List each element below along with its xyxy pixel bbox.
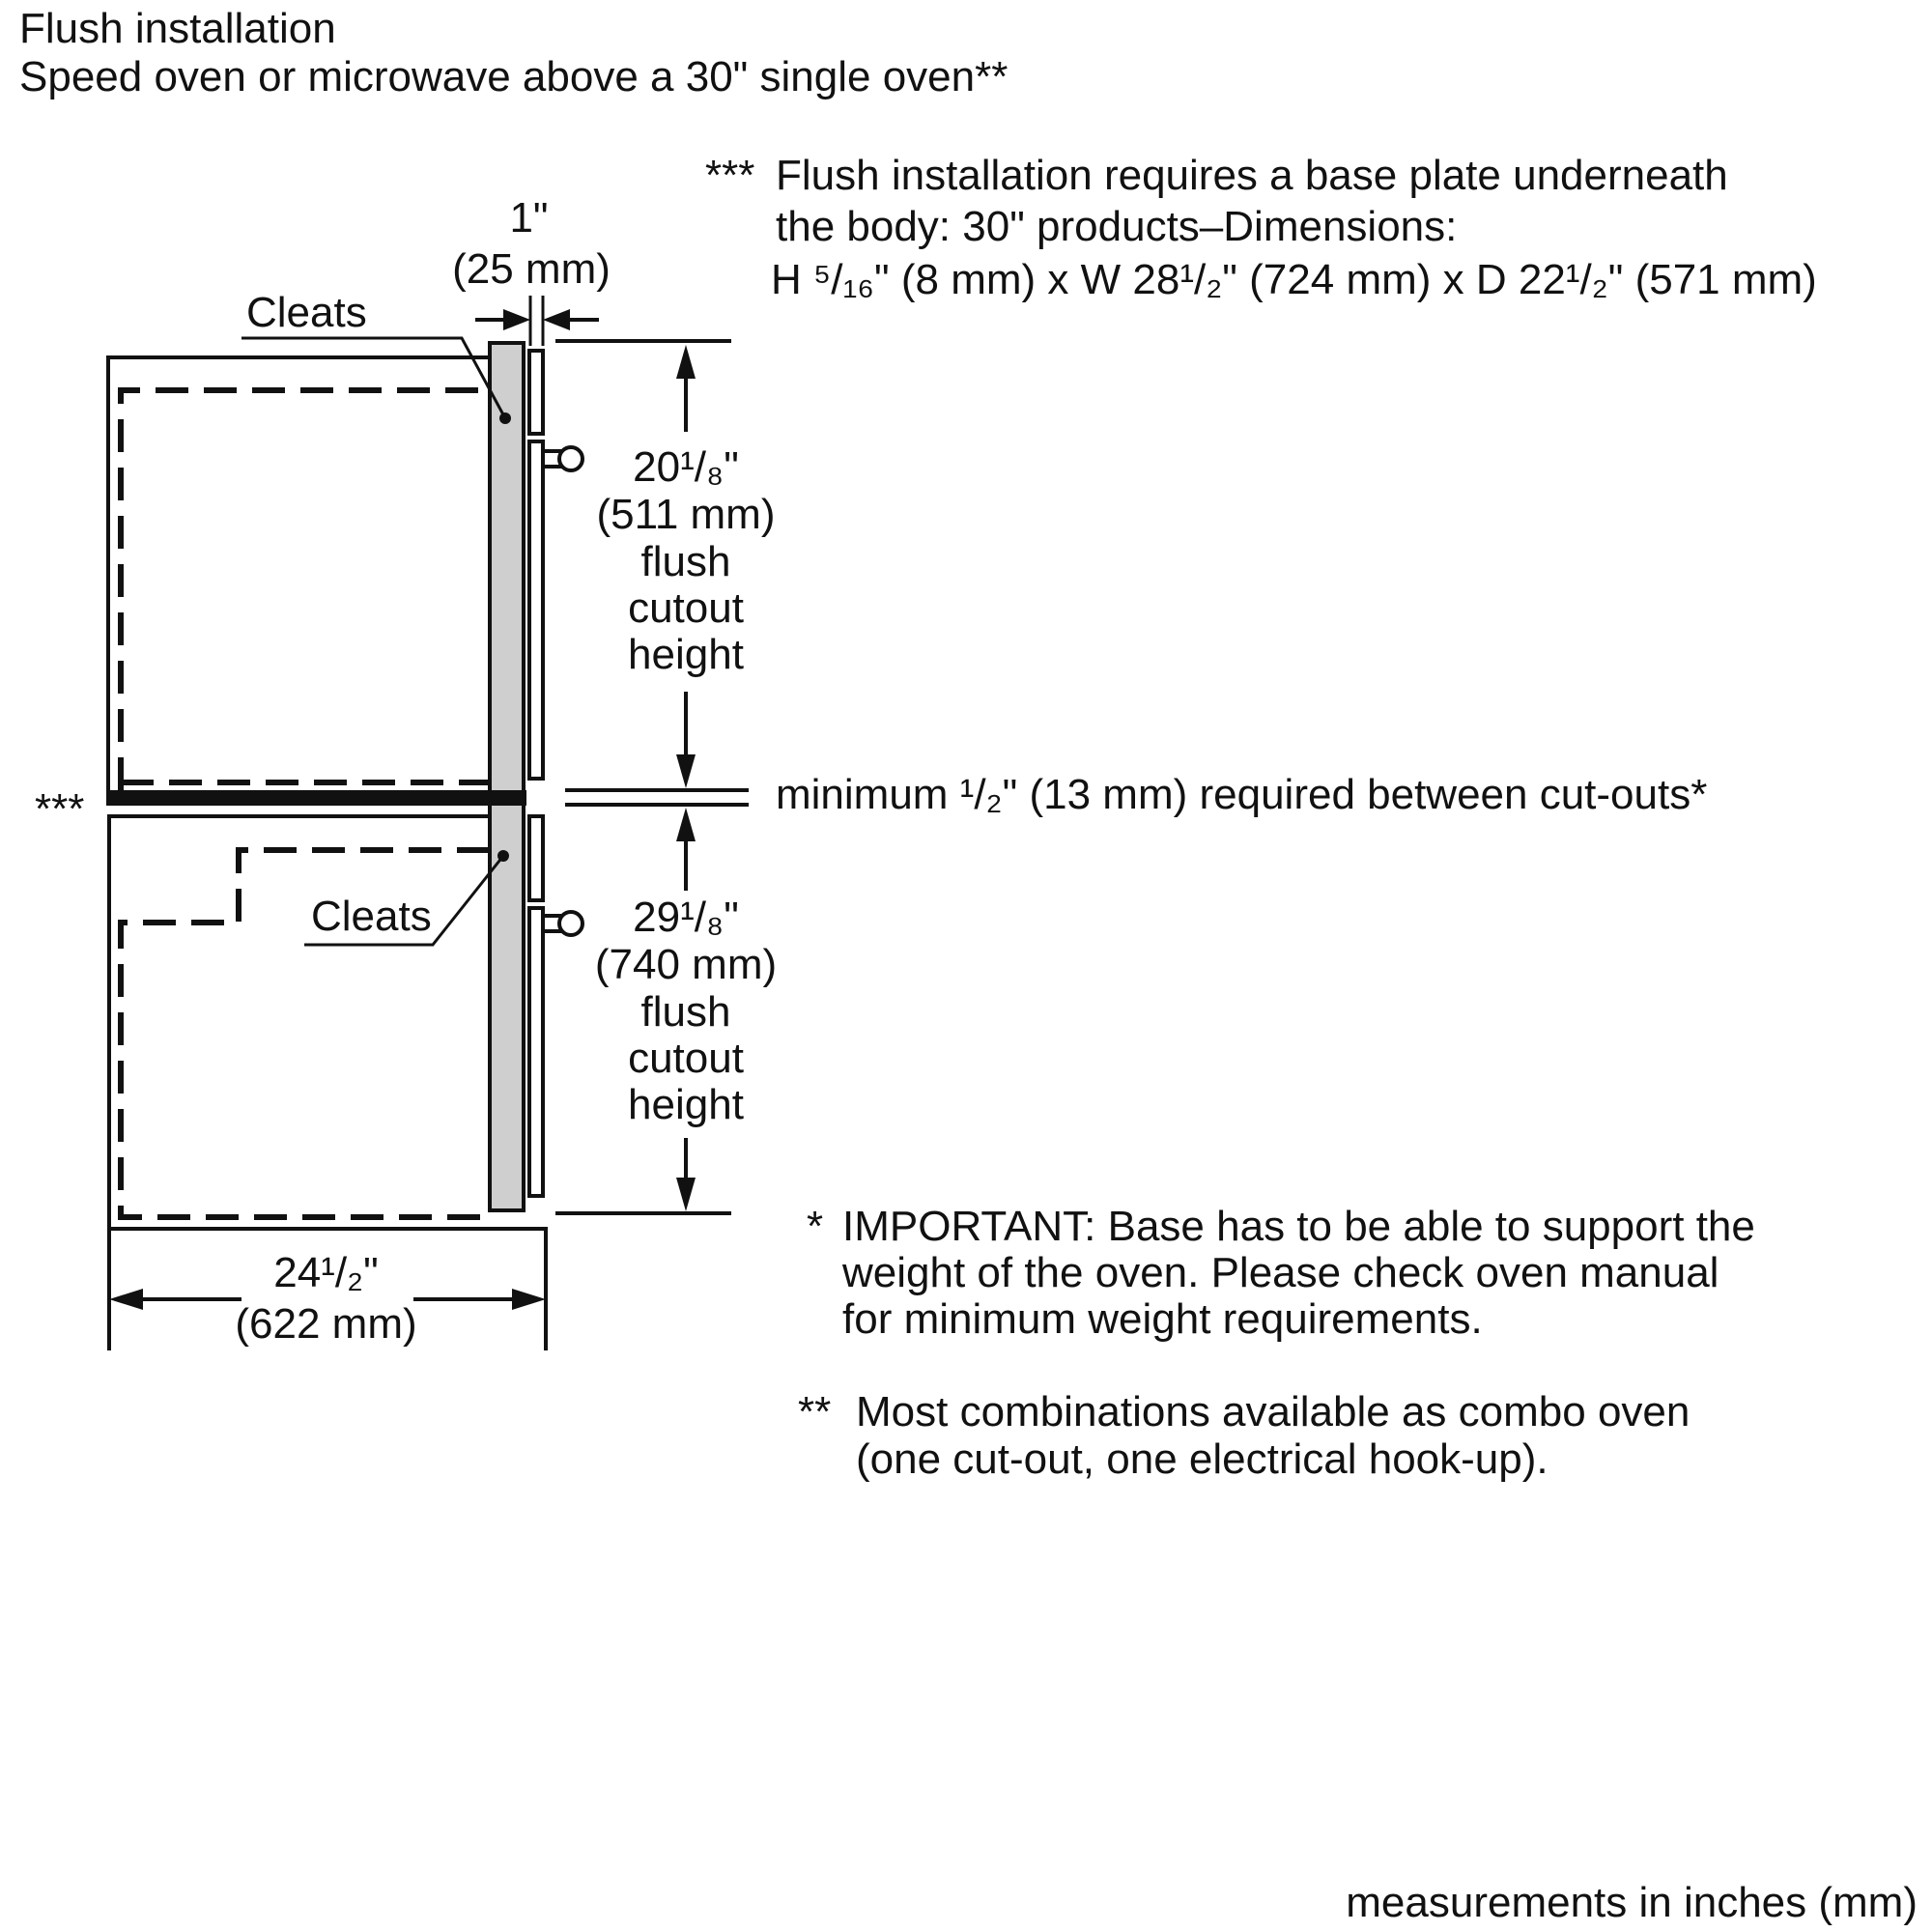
upper-cutout-dim-caption2: cutout (628, 584, 744, 632)
cleat-dim-inches: 1" (509, 194, 549, 242)
lower-cutout-dim-inches: 29¹/₈" (633, 894, 739, 941)
upper-dim-up-arrowhead (676, 345, 696, 379)
cleat-dim-extension-lines (530, 296, 543, 346)
cleat-dim-right-arrowhead (543, 309, 570, 330)
important-note-line3: for minimum weight requirements. (842, 1295, 1483, 1343)
page-subtitle: Speed oven or microwave above a 30" single oven** (19, 53, 1009, 100)
cleat-bar (490, 343, 524, 1210)
important-note-line2: weight of the oven. Please check oven manual (842, 1249, 1719, 1296)
upper-cabinet-outline (108, 357, 490, 790)
base-plate-bar (106, 790, 526, 806)
page-title: Flush installation (19, 5, 336, 52)
lower-cutout-dim-caption1: flush (640, 988, 731, 1036)
depth-dim-inches: 24¹/₂" (273, 1249, 379, 1296)
cleats-label-upper: Cleats (246, 289, 367, 336)
combo-note-line1: Most combinations available as combo oven (856, 1388, 1690, 1435)
important-note-marker: * (807, 1203, 824, 1250)
upper-dim-down-arrowhead (676, 754, 696, 788)
cleats-upper-leader-line (242, 338, 505, 418)
min-gap-double-lines (565, 790, 749, 805)
base-plate-side-marker: *** (35, 785, 85, 833)
combo-note-line2: (one cut-out, one electrical hook-up). (856, 1435, 1548, 1483)
depth-dim-right-arrowhead (512, 1289, 546, 1310)
cleat-dim-mm: (25 mm) (452, 245, 611, 293)
cleat-dim-left-arrowhead (503, 309, 530, 330)
upper-cutout-dim-caption3: height (628, 631, 744, 678)
lower-oven-flange-top (529, 816, 543, 900)
cleats-label-lower: Cleats (311, 893, 432, 940)
base-plate-note-line1: Flush installation requires a base plate underneath (776, 152, 1728, 199)
lower-dim-down-arrowhead (676, 1178, 696, 1211)
lower-cutout-dim-caption3: height (628, 1081, 744, 1128)
combo-note-marker: ** (798, 1388, 832, 1435)
important-note-line1: IMPORTANT: Base has to be able to support the (842, 1203, 1755, 1250)
base-plate-note-line3: H ⁵/₁₆" (8 mm) x W 28¹/₂" (724 mm) x D 22¹/₂" (571 mm) (771, 256, 1817, 303)
cleats-lower-leader-dot (497, 850, 509, 862)
upper-cutout-dim-mm: (511 mm) (596, 491, 776, 538)
upper-oven-flange-top (529, 351, 543, 434)
lower-cutout-dim-caption2: cutout (628, 1035, 744, 1082)
lower-dim-up-arrowhead (676, 808, 696, 841)
base-plate-note-marker: *** (705, 152, 755, 199)
cleats-upper-leader-dot (499, 412, 511, 424)
lower-cutout-dashed-outline (121, 850, 490, 1217)
base-plate-note-line2: the body: 30" products–Dimensions: (776, 203, 1458, 250)
depth-dim-left-arrowhead (109, 1289, 143, 1310)
upper-cutout-dim-caption1: flush (640, 538, 731, 585)
upper-cutout-dim-inches: 20¹/₈" (633, 443, 739, 491)
lower-cutout-dim-mm: (740 mm) (594, 941, 778, 988)
depth-dim-mm: (622 mm) (235, 1300, 417, 1348)
min-gap-note: minimum ¹/₂" (13 mm) required between cut-outs* (776, 771, 1708, 818)
upper-cutout-dashed-outline (121, 390, 490, 790)
units-note: measurements in inches (mm) (1346, 1879, 1918, 1926)
